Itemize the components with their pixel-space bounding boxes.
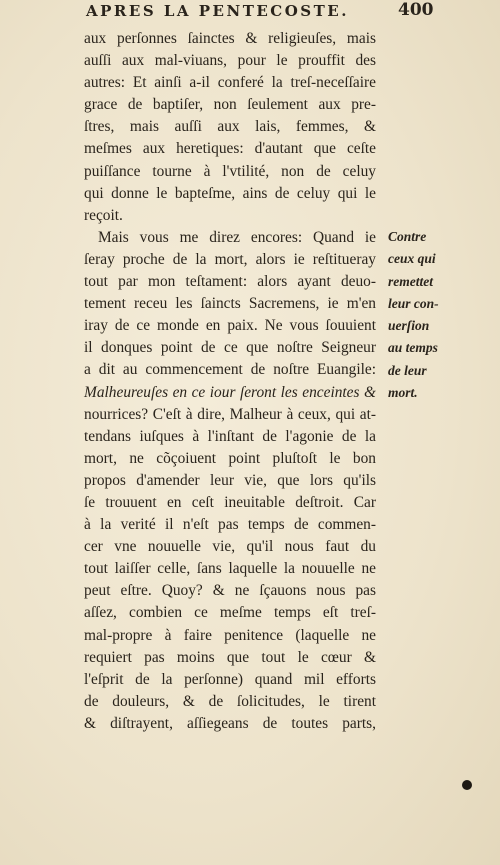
text-line: l'eſprit de la perſonne) quand mil efforts [84,670,376,688]
text-line: Mais vous me direz encores: Quand ie [98,228,376,246]
text-line: nourrices? C'eſt à dire, Malheur à ceux, qui at- [84,405,376,423]
margin-note-line: Contre [388,229,427,244]
margin-note [388,226,478,404]
text-line: de douleurs, & de ſolicitudes, le tirent [84,692,376,710]
text-line: tout laiſſer celle, ſans laquelle la nouuelle ne [84,560,376,578]
text-line: requiert pas moins que tout le cœur & [84,648,376,666]
page-number: 400 [398,0,434,20]
margin-note-line: mort. [388,385,418,401]
text-line: à la verité il n'eſt pas temps de commen- [84,516,376,534]
text-line: ſeray proche de la mort, alors ie reſtitueray [84,250,376,268]
text-line-italic [84,382,376,404]
margin-note-line: de leur [388,362,427,378]
text-line: & diſtrayent, aſſiegeans de toutes parts, [84,714,376,732]
margin-note-line: uerſion [388,318,430,334]
text-line: tendans iuſques à l'inſtant de l'agonie de la [84,427,376,445]
text-line: propos d'amender leur vie, que lors qu'ils [84,471,376,489]
text-line: grace de baptiſer, non ſeulement aux pre- [84,96,376,114]
margin-note-line: ceux qui [388,251,436,267]
text-line: tout par mon teſtament: alors ayant deuo- [84,273,376,291]
text-line: puiſſance tourne à l'vtilité, non de celuy [84,162,376,180]
running-header: APRES LA PENTECOSTE. [86,2,349,20]
text-line: ſtres, mais auſſi aux lais, femmes, & [84,118,376,136]
text-line: a dit au commencement de noſtre Euangile: [84,361,376,379]
text-line: iray de ce monde en paix. Ne vous ſouuient [84,317,376,335]
body-text [84,28,376,735]
text-line: il donques point de ce que noſtre Seigneur [84,339,376,357]
text-line: auſſi aux mal-viuans, pour le prouffit des [84,52,376,70]
text-line: aſſez, combien ce meſme temps eſt treſ- [84,604,376,622]
text-line: autres: Et ainſi a-il conferé la treſ-neceſſaire [84,74,376,92]
text-line: aux perſonnes ſainctes & religieuſes, mais [84,30,376,47]
text-line: cer vne nouuelle vie, qu'il nous faut du [84,538,376,556]
text-line: peut eſtre. Quoy? & ne ſçauons nous pas [84,582,376,600]
text-line: qui donne le bapteſme, ains de celuy qui le [84,184,376,202]
margin-note-line: au temps [388,340,438,356]
text-line: mal-propre à faire penitence (laquelle ne [84,626,376,644]
margin-note-line: remettet [388,273,433,289]
text-line: tement receu les ſaincts Sacremens, ie m'en [84,295,376,313]
text-line: reçoit. [84,206,123,224]
text-line: ſe trouuent en ceſt ineuitable deſtroit. Car [84,493,376,511]
text-line: mort, ne cõçoiuent point pluſtoſt le bon [84,449,376,467]
ink-blot [462,780,472,790]
scripture-quote: Malheureuſes en ce iour ſeront les enceintes & [84,383,376,401]
margin-note-line: leur con- [388,295,439,311]
text-line: meſmes aux heretiques: d'autant que ceſte [84,140,376,158]
